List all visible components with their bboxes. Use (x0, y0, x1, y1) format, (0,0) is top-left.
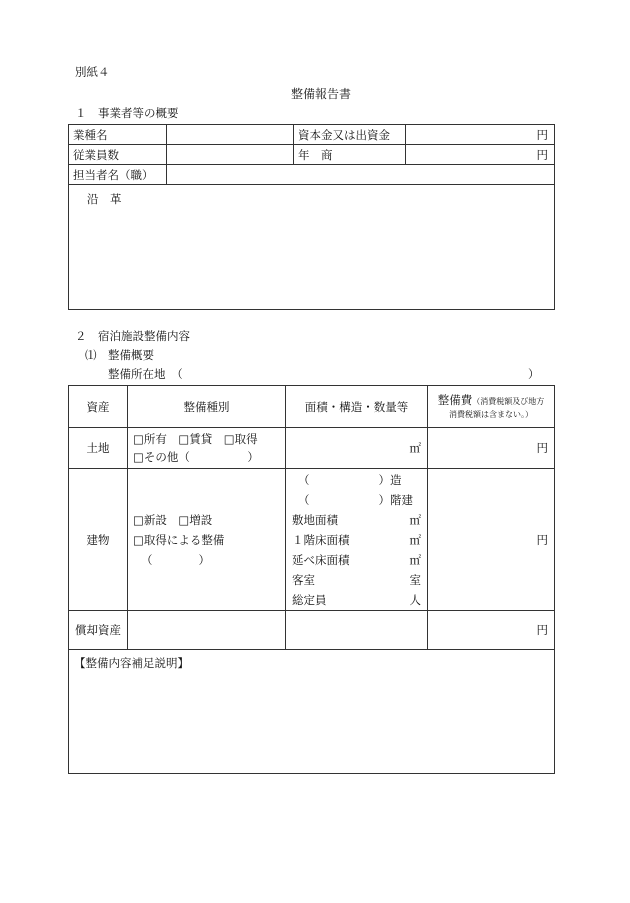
sales-label: 年 商 (294, 145, 406, 165)
site-area-row[interactable] (286, 510, 427, 530)
building-specs-cell (286, 469, 428, 611)
cost-note-line2: 消費税額は含まない。） (449, 410, 533, 420)
person-label: 担当者名（職） (69, 165, 167, 185)
land-cost-field[interactable] (428, 428, 555, 469)
table-row (69, 650, 555, 774)
depreciable-cost-field[interactable] (428, 611, 555, 650)
land-type-cell (128, 428, 286, 469)
cost-header (428, 386, 555, 428)
supplement-field[interactable] (69, 650, 555, 774)
capacity-row[interactable] (286, 590, 427, 610)
land-options-row1[interactable]: □所有 □賃貸 □取得 (133, 431, 258, 446)
sqm-unit: ㎡ (409, 532, 421, 547)
cost-note-line1: （消費税額及び地方 (472, 396, 545, 406)
yen-unit: 円 (536, 127, 548, 142)
first-floor-area-label: １階床面積 (292, 532, 350, 547)
table-row (69, 469, 555, 611)
table-row (69, 145, 555, 165)
floors-field[interactable]: （ ）階建 (298, 492, 413, 507)
employees-field[interactable] (167, 145, 294, 165)
person-field[interactable] (167, 165, 555, 185)
structure-field[interactable]: （ ）造 (298, 472, 402, 487)
yen-unit: 円 (536, 623, 548, 637)
rooms-row[interactable] (286, 570, 427, 590)
industry-label: 業種名 (69, 125, 167, 145)
first-floor-area-row[interactable] (286, 530, 427, 550)
location-close-paren: ） (528, 367, 540, 381)
business-overview-table (68, 124, 555, 310)
room-unit: 室 (409, 572, 421, 587)
table-row (69, 386, 555, 428)
capital-field[interactable] (406, 125, 555, 145)
section2-heading: ２ 宿泊施設整備内容 (75, 329, 190, 343)
section1-heading: １ 事業者等の概要 (75, 106, 179, 120)
table-row (69, 185, 555, 310)
history-field[interactable] (69, 185, 555, 310)
depreciable-specs-field[interactable] (286, 611, 428, 650)
facility-table (68, 385, 555, 774)
industry-field[interactable] (167, 125, 294, 145)
person-unit: 人 (409, 592, 421, 607)
asset-header: 資産 (69, 386, 128, 428)
sqm-unit: ㎡ (409, 512, 421, 527)
sub1-heading: ⑴ 整備概要 (85, 348, 154, 362)
yen-unit: 円 (536, 441, 548, 455)
capital-label: 資本金又は出資金 (294, 125, 406, 145)
employees-label: 従業員数 (69, 145, 167, 165)
building-options-row3[interactable]: （ ） (141, 552, 210, 567)
table-row (69, 165, 555, 185)
table-row (69, 611, 555, 650)
building-cost-field[interactable] (428, 469, 555, 611)
land-area-field[interactable] (286, 428, 428, 469)
site-area-label: 敷地面積 (292, 512, 338, 527)
location-label: 整備所在地 （ (108, 367, 183, 381)
supplement-label: 【整備内容補足説明】 (74, 656, 189, 670)
cost-header-label: 整備費 (437, 392, 473, 407)
type-header: 整備種別 (128, 386, 286, 428)
building-options-row1[interactable]: □新設 □増設 (133, 512, 213, 527)
building-type-cell (128, 469, 286, 611)
building-label: 建物 (69, 469, 128, 611)
building-options-row2[interactable]: □取得による整備 (133, 532, 225, 547)
document-title: 整備報告書 (291, 87, 352, 101)
depreciable-type-field[interactable] (128, 611, 286, 650)
attachment-label: 別紙４ (75, 65, 110, 79)
sqm-unit: ㎡ (409, 441, 421, 455)
land-label: 土地 (69, 428, 128, 469)
history-label: 沿 革 (87, 192, 122, 206)
rooms-label: 客室 (292, 572, 315, 587)
capacity-label: 総定員 (292, 592, 327, 607)
yen-unit: 円 (536, 147, 548, 162)
table-row (69, 428, 555, 469)
total-floor-area-row[interactable] (286, 550, 427, 570)
specs-header: 面積・構造・数量等 (286, 386, 428, 428)
table-row (69, 125, 555, 145)
land-options-row2[interactable]: □その他（ ） (133, 450, 259, 464)
total-floor-area-label: 延べ床面積 (292, 552, 350, 567)
sqm-unit: ㎡ (409, 552, 421, 567)
sales-field[interactable] (406, 145, 555, 165)
depreciable-label: 償却資産 (69, 611, 128, 650)
yen-unit: 円 (536, 532, 548, 547)
